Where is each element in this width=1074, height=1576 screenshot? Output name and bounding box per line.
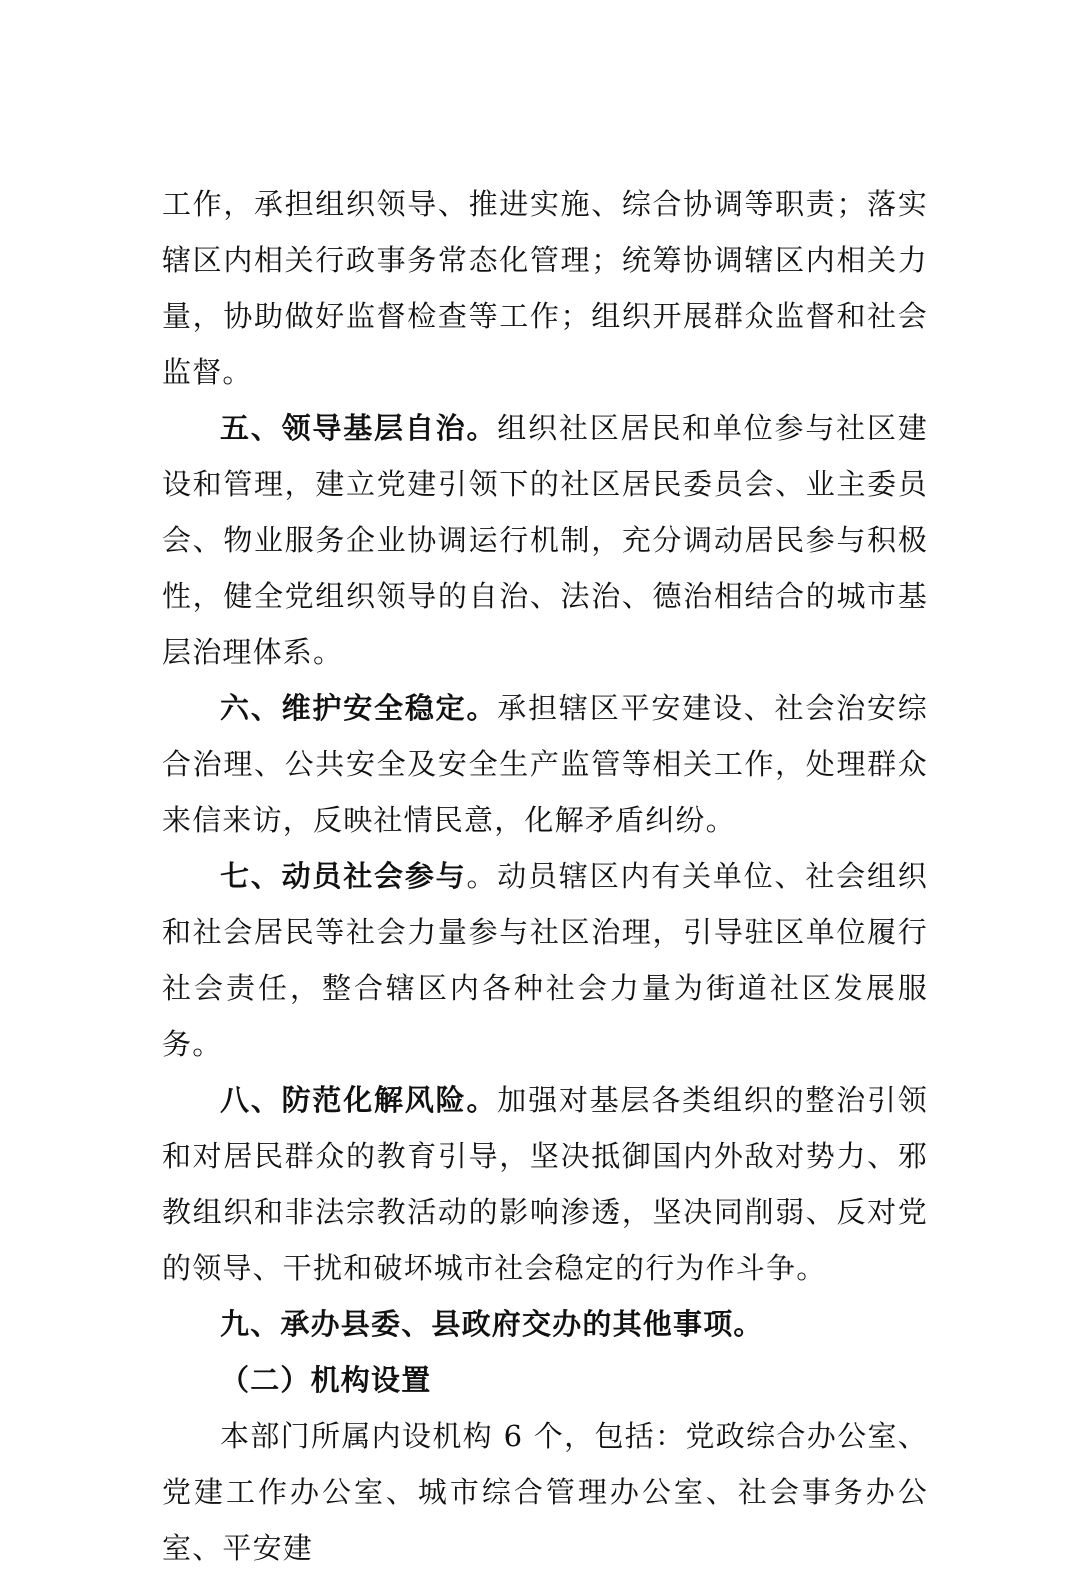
paragraph-text: 。动员辖区内有关单位、社会组织和社会居民等社会力量参与社区治理，引导驻区单位履行社会责任，整合辖区内各种社会力量为街道社区发展服务。 [162, 859, 928, 1061]
paragraph-closing [162, 1408, 928, 1576]
paragraph-continuation [162, 176, 928, 400]
paragraph-item-5 [162, 400, 928, 680]
paragraph-item-6 [162, 680, 928, 848]
paragraph-item-8 [162, 1072, 928, 1296]
paragraph-lead: 五、领导基层自治。 [220, 411, 498, 445]
paragraph-text: 加强对基层各类组织的整治引领和对居民群众的教育引导，坚决抵御国内外敌对势力、邪教组织和非法宗教活动的影响渗透，坚决同削弱、反对党的领导、干扰和破坏城市社会稳定的行为作斗争。 [162, 1083, 928, 1285]
paragraph-item-7 [162, 848, 928, 1072]
paragraph-text: 工作，承担组织领导、推进实施、综合协调等职责；落实辖区内相关行政事务常态化管理；统筹协调辖区内相关力量，协助做好监督检查等工作；组织开展群众监督和社会监督。 [162, 187, 928, 389]
paragraph-lead: 七、动员社会参与 [220, 859, 467, 893]
paragraph-lead: 九、承办县委、县政府交办的其他事项。 [220, 1307, 764, 1341]
paragraph-item-9 [162, 1296, 928, 1352]
paragraph-text: 本部门所属内设机构 6 个，包括：党政综合办公室、党建工作办公室、城市综合管理办公室、社会事务办公室、平安建 [162, 1419, 928, 1565]
paragraph-text: 承担辖区平安建设、社会治安综合治理、公共安全及安全生产监管等相关工作，处理群众来信来访，反映社情民意，化解矛盾纠纷。 [162, 691, 928, 837]
paragraph-lead: 八、防范化解风险。 [220, 1083, 498, 1117]
paragraph-lead: 六、维护安全稳定。 [220, 691, 498, 725]
document-body [162, 176, 928, 1576]
paragraph-text: 组织社区居民和单位参与社区建设和管理，建立党建引领下的社区居民委员会、业主委员会、物业服务企业协调运行机制，充分调动居民参与积极性，健全党组织领导的自治、法治、德治相结合的城市基层治理体系。 [162, 411, 928, 669]
section-heading: （二）机构设置 [220, 1363, 432, 1397]
